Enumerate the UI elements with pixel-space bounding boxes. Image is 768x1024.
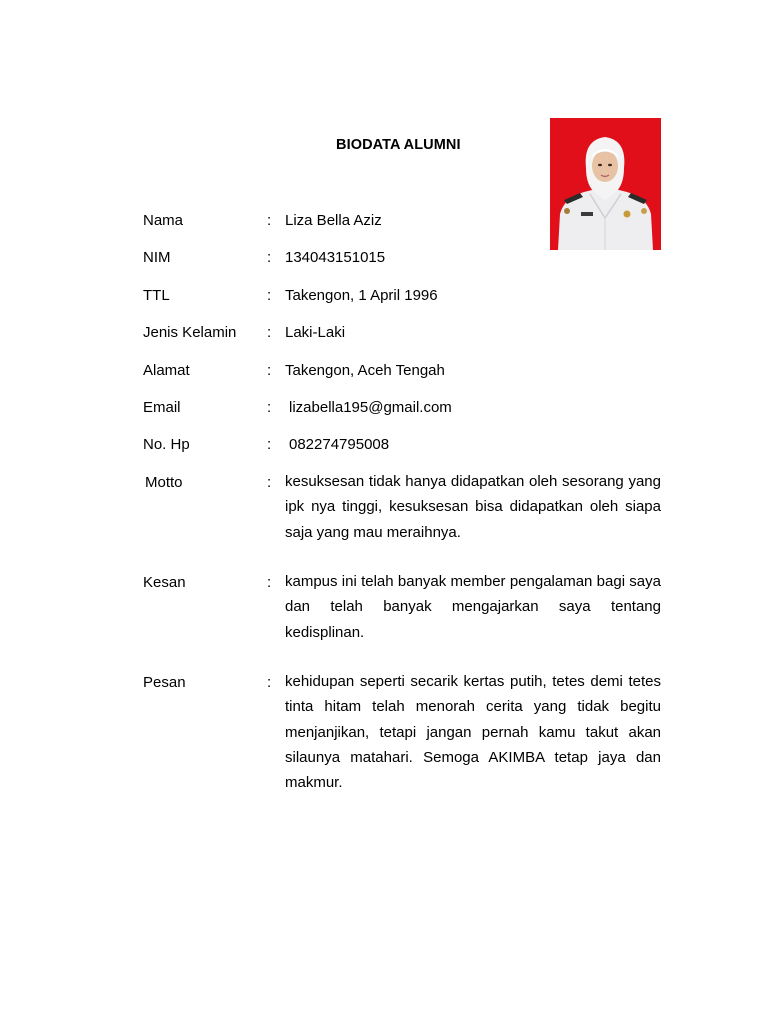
field-label: TTL (143, 287, 170, 304)
field-colon: : (267, 474, 272, 491)
field-label: Motto (145, 474, 183, 491)
field-label: NIM (143, 249, 171, 266)
field-label: Alamat (143, 362, 190, 379)
field-value: 134043151015 (285, 249, 386, 266)
field-label: Kesan (143, 574, 186, 591)
field-value: Liza Bella Aziz (285, 212, 382, 229)
motto-text: kesuksesan tidak hanya didapatkan oleh sesorang yang ipk nya tinggi, kesuksesan bisa didapatkan oleh siapa saja yang mau meraihnya. (285, 473, 661, 541)
field-value: Takengon, Aceh Tengah (285, 362, 445, 379)
kesan-text: kampus ini telah banyak member pengalaman bagi saya dan telah banyak mengajarkan saya tentang kedisplinan. (285, 573, 661, 641)
field-colon: : (267, 287, 272, 304)
field-colon: : (267, 436, 272, 453)
field-colon: : (267, 212, 272, 229)
profile-photo (550, 118, 661, 250)
field-value: Laki-Laki (285, 324, 346, 341)
field-label: Nama (143, 212, 184, 229)
portrait-image (550, 118, 661, 250)
field-label: Pesan (143, 674, 186, 691)
page-title: BIODATA ALUMNI (336, 137, 461, 153)
field-label: Jenis Kelamin (143, 324, 237, 341)
field-colon: : (267, 249, 272, 266)
field-colon: : (267, 674, 272, 691)
pesan-text: kehidupan seperti secarik kertas putih, tetes demi tetes tinta hitam telah menorah cerita yang tidak begitu menjanjikan, tetapi jangan pernah kamu takut akan silaunya matahari. Semoga AKIMBA tetap jaya dan makmur. (285, 673, 661, 792)
field-value: lizabella195@gmail.com (289, 399, 452, 416)
field-colon: : (267, 362, 272, 379)
field-value: Takengon, 1 April 1996 (285, 287, 438, 304)
field-colon: : (267, 324, 272, 341)
field-label: No. Hp (143, 436, 190, 453)
field-value: 082274795008 (289, 436, 390, 453)
field-colon: : (267, 574, 272, 591)
field-colon: : (267, 399, 272, 416)
field-label: Email (143, 399, 181, 416)
